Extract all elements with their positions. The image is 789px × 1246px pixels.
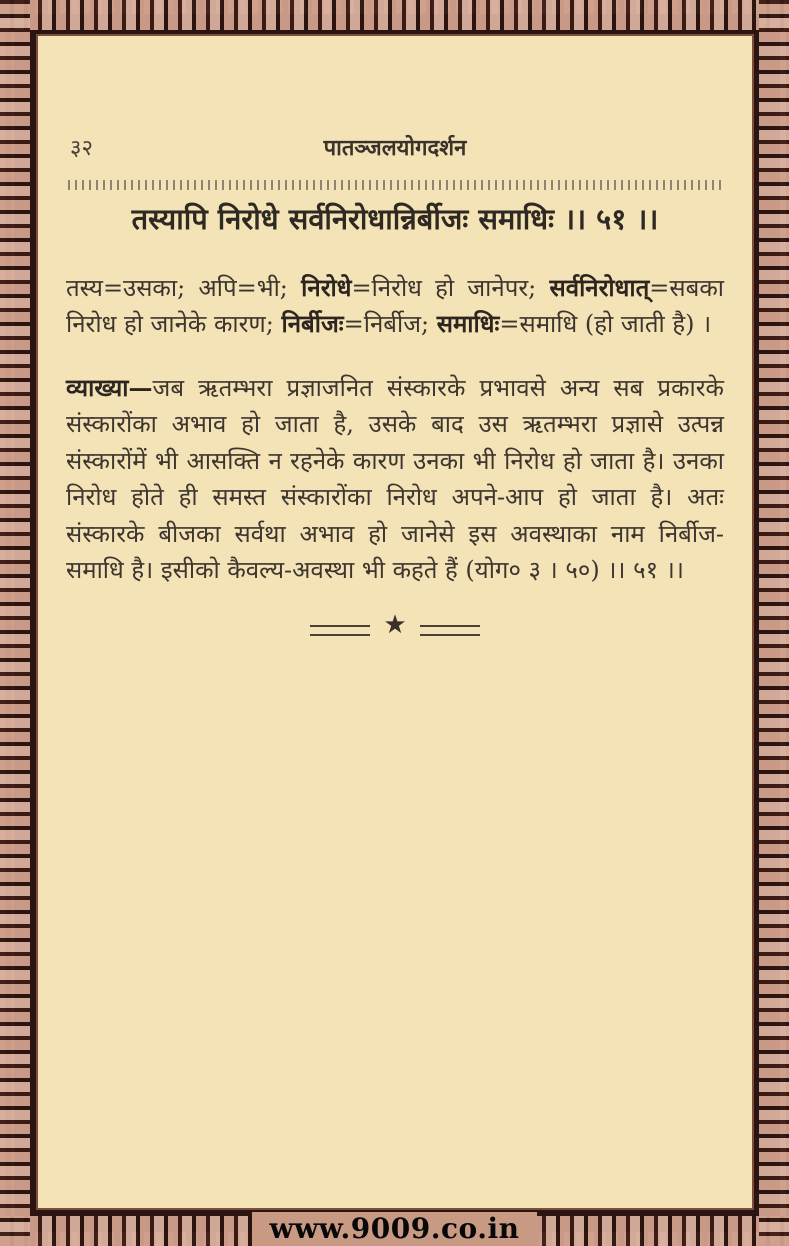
section-divider-ornament xyxy=(310,610,480,642)
meaning-sarvanirodhat: सबका निरोध हो जानेके कारण; xyxy=(66,274,724,339)
term-tasya: तस्य xyxy=(66,274,103,302)
term-nirbija: निर्बीजः xyxy=(281,309,344,339)
dotted-divider xyxy=(68,180,724,190)
commentary-label: व्याख्या— xyxy=(66,373,153,402)
meaning-nirbija: निर्बीज; xyxy=(363,310,430,339)
page-title: पातञ्जलयोगदर्शन xyxy=(323,135,467,161)
footer xyxy=(0,1212,789,1246)
sutra-heading: तस्यापि निरोधे सर्वनिरोधान्निर्बीजः समाधिः ।। ५१ ।। xyxy=(131,202,659,236)
page-number: ३२ xyxy=(70,136,93,161)
term-sarvanirodhat: सर्वनिरोधात् xyxy=(549,273,650,302)
meaning-samadhi: समाधि (हो जाती है) । xyxy=(519,310,712,339)
word-meaning-paragraph: तस्य=उसका; अपि=भी; निरोधे=निरोध हो जानेपर; सर्वनिरोधात्=सबका निरोध हो जानेके कारण; निर्बीजः=निर्बीज; समाधिः=समाधि (हो जाती है) । xyxy=(66,273,724,339)
term-samadhi: समाधिः xyxy=(436,309,500,339)
frame-right-ornament xyxy=(759,0,789,1246)
divider-bar-right xyxy=(420,625,480,636)
meaning-tasya: उसका; xyxy=(123,274,186,302)
term-nirodhe: निरोधे xyxy=(301,273,352,302)
commentary-text: जब ऋतम्भरा प्रज्ञाजनित संस्कारके प्रभावसे अन्य सब प्रकारके संस्कारोंका अभाव हो जाता है, उसके बाद उस ऋतम्भरा प्रज्ञासे उत्पन्न संस्कारोंमें भी आसक्ति न रहनेके कारण उनका भी निरोध हो जाता है। उनका निरोध होते ही समस्त संस्कारोंका निरोध अपने-आप हो जाता है। अतः संस्कारके बीजका सर्वथा अभाव हो जानेसे इस अवस्थाका नाम निर्बीज-समाधि है। इसीको कैवल्य-अवस्था भी कहते हैं (योग० ३ । ५०) ।। ५१ ।। xyxy=(66,374,724,585)
book-page xyxy=(36,34,754,1210)
term-api: अपि xyxy=(198,274,237,302)
meaning-nirodhe: निरोध हो जानेपर; xyxy=(371,274,537,302)
meaning-api: भी; xyxy=(256,274,288,302)
star-icon: ★ xyxy=(383,610,407,640)
frame-top-ornament xyxy=(0,0,789,30)
website-url: www.9009.co.in xyxy=(252,1212,538,1246)
frame-left-ornament xyxy=(0,0,30,1246)
commentary-paragraph xyxy=(66,370,724,589)
